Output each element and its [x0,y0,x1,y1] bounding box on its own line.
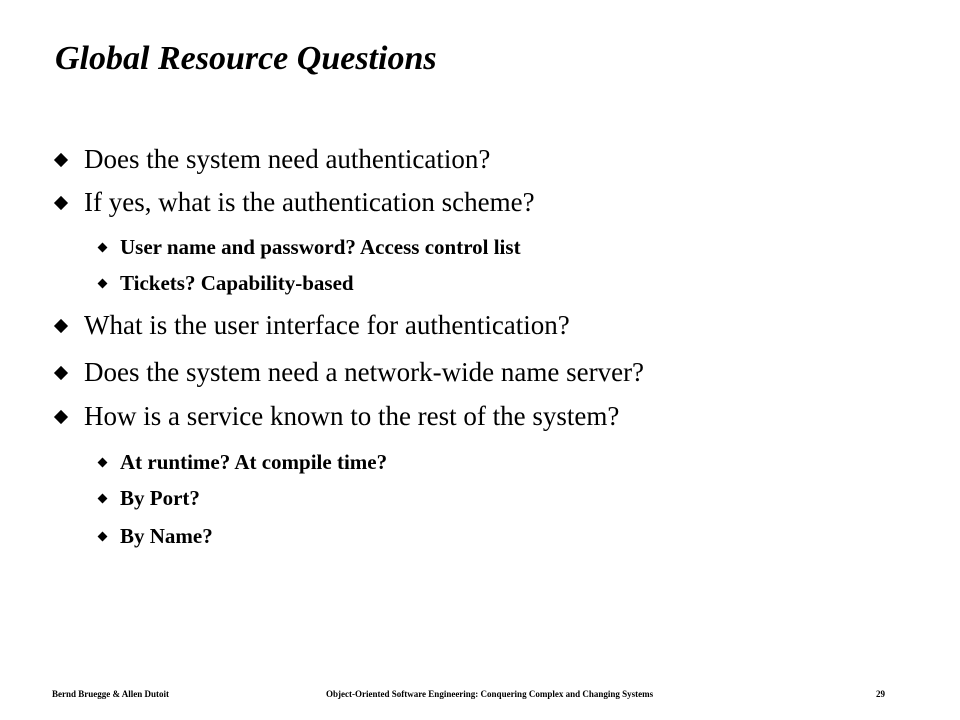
diamond-bullet-icon [54,152,68,166]
bullet-item [50,144,490,175]
bullet-item [50,310,570,341]
bullet-item [50,401,619,432]
diamond-bullet-icon [98,532,108,542]
bullet-text: If yes, what is the authentication scheme? [84,187,535,217]
footer-page-number: 29 [876,689,885,699]
slide-title: Global Resource Questions [55,40,437,77]
diamond-bullet-icon [98,458,108,468]
sub-bullet-text: User name and password? Access control list [120,235,521,259]
diamond-bullet-icon [54,318,68,332]
diamond-bullet-icon [98,279,108,289]
footer-book-title: Object-Oriented Software Engineering: Conquering Complex and Changing Systems [326,689,654,699]
bullet-text: Does the system need authentication? [84,144,491,174]
sub-bullet-item [96,271,354,296]
sub-bullet-text: Tickets? Capability-based [120,271,354,295]
sub-bullet-item [96,486,200,511]
bullet-text: How is a service known to the rest of the system? [84,401,620,431]
diamond-bullet-icon [54,195,68,209]
bullet-text: What is the user interface for authentication? [84,310,570,340]
bullet-text: Does the system need a network-wide name server? [84,357,645,387]
sub-bullet-text: At runtime? At compile time? [120,450,388,474]
sub-bullet-item [96,450,387,475]
sub-bullet-text: By Name? [120,524,213,548]
sub-bullet-text: By Port? [120,486,200,510]
bullet-item [50,187,535,218]
diamond-bullet-icon [98,494,108,504]
sub-bullet-item [96,524,213,549]
diamond-bullet-icon [54,365,68,379]
bullet-item [50,357,644,388]
sub-bullet-item [96,235,521,260]
footer-authors: Bernd Bruegge & Allen Dutoit [52,689,169,699]
diamond-bullet-icon [98,243,108,253]
diamond-bullet-icon [54,409,68,423]
